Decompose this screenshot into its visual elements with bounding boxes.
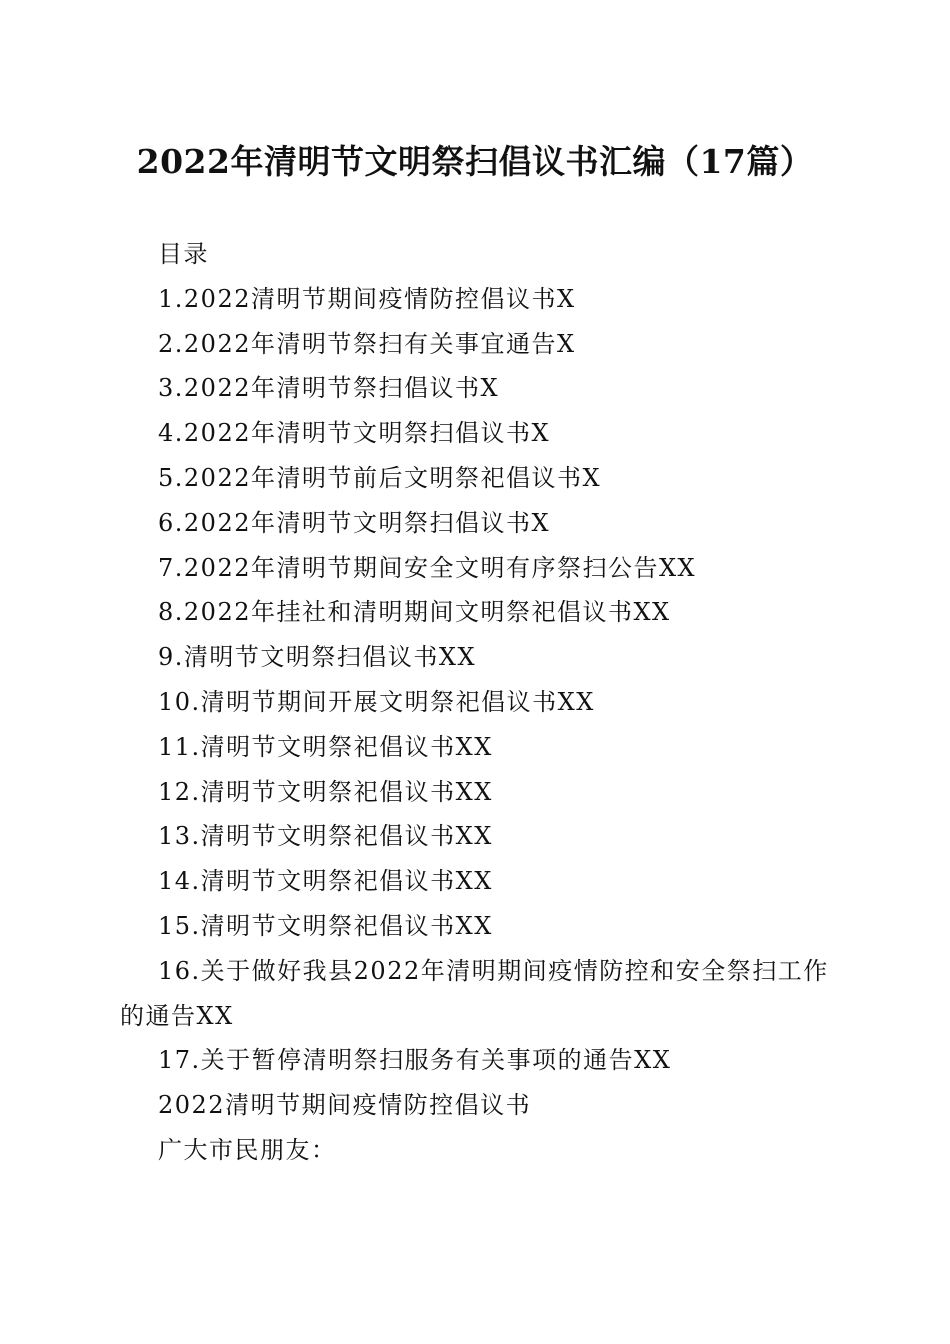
toc-item: 7.2022年清明节期间安全文明有序祭扫公告XX [158, 553, 697, 582]
toc-item: 8.2022年挂社和清明期间文明祭祀倡议书XX [158, 598, 671, 627]
toc-item: 15.清明节文明祭祀倡议书XX [158, 911, 493, 940]
toc-item: 1.2022清明节期间疫情防控倡议书X [158, 284, 576, 313]
toc-item: 5.2022年清明节前后文明祭祀倡议书X [158, 463, 602, 492]
toc-item: 2.2022年清明节祭扫有关事宜通告X [158, 329, 576, 358]
document-body [120, 232, 840, 1173]
toc-heading: 目录 [158, 240, 209, 268]
toc-item: 10.清明节期间开展文明祭祀倡议书XX [158, 687, 595, 716]
document-title: 2022年清明节文明祭扫倡议书汇编（17篇） [136, 142, 814, 181]
salutation: 广大市民朋友： [158, 1135, 337, 1164]
toc-item: 4.2022年清明节文明祭扫倡议书X [158, 419, 551, 448]
toc-item: 11.清明节文明祭祀倡议书XX [158, 732, 493, 761]
toc-item: 13.清明节文明祭祀倡议书XX [158, 822, 493, 851]
section-title: 2022清明节期间疫情防控倡议书 [158, 1091, 532, 1120]
toc-item: 16.关于做好我县2022年清明期间疫情防控和安全祭扫工作的通告XX [120, 956, 829, 1030]
toc-item: 6.2022年清明节文明祭扫倡议书X [158, 508, 551, 537]
toc-item: 12.清明节文明祭祀倡议书XX [158, 777, 493, 806]
toc-item: 14.清明节文明祭祀倡议书XX [158, 867, 493, 896]
toc-item: 9.清明节文明祭扫倡议书XX [158, 643, 477, 672]
toc-item: 3.2022年清明节祭扫倡议书X [158, 374, 500, 403]
toc-item: 17.关于暂停清明祭扫服务有关事项的通告XX [158, 1046, 672, 1075]
